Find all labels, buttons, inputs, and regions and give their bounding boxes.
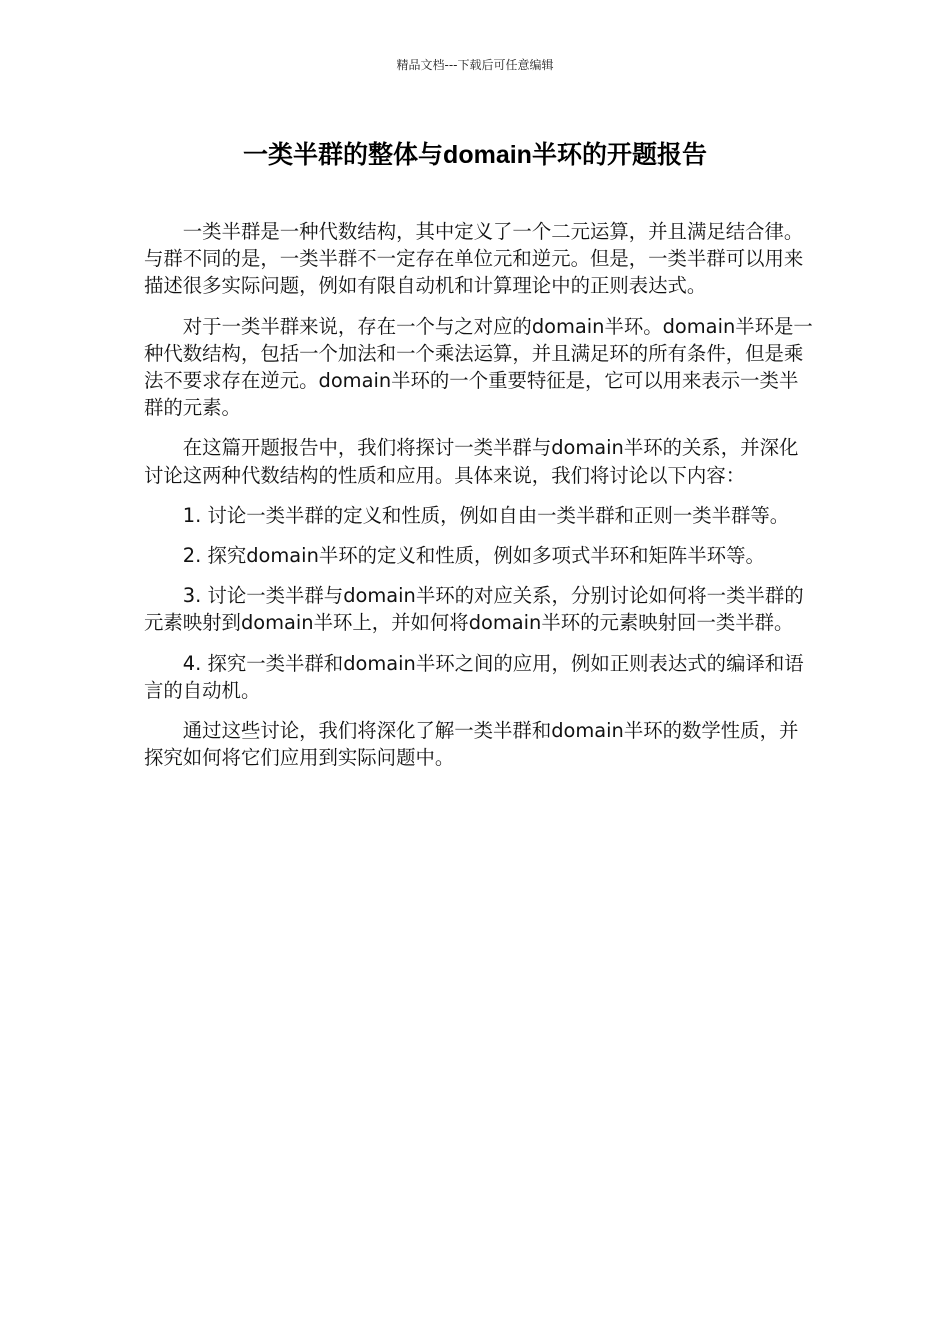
list-item-3: 3. 讨论一类半群与domain半环的对应关系，分别讨论如何将一类半群的元素映射到domain半环上，并如何将domain半环的元素映射回一类半群。 bbox=[144, 584, 804, 635]
list-item-2: 2. 探究domain半环的定义和性质，例如多项式半环和矩阵半环等。 bbox=[182, 544, 765, 568]
paragraph-domain-semiring: 对于一类半群来说，存在一个与之对应的domain半环。domain半环是一种代数结构，包括一个加法和一个乘法运算，并且满足环的所有条件，但是乘法不要求存在逆元。domain半环的一个重要特征是，它可以用来表示一类半群的元素。 bbox=[144, 314, 813, 420]
list-item-1: 1. 讨论一类半群的定义和性质，例如自由一类半群和正则一类半群等。 bbox=[182, 503, 790, 527]
list-item-4: 4. 探究一类半群和domain半环之间的应用，例如正则表达式的编译和语言的自动机。 bbox=[144, 651, 804, 702]
document-title: 一类半群的整体与domain半环的开题报告 bbox=[243, 141, 707, 169]
paragraph-intro: 一类半群是一种代数结构，其中定义了一个二元运算，并且满足结合律。与群不同的是，一类半群不一定存在单位元和逆元。但是，一类半群可以用来描述很多实际问题，例如有限自动机和计算理论中的正则表达式。 bbox=[144, 220, 804, 298]
page-header: 精品文档---下载后可任意编辑 bbox=[396, 58, 554, 72]
document-body bbox=[144, 218, 816, 784]
paragraph-report-scope: 在这篇开题报告中，我们将探讨一类半群与domain半环的关系，并深化讨论这两种代数结构的性质和应用。具体来说，我们将讨论以下内容： bbox=[144, 436, 799, 487]
paragraph-conclusion: 通过这些讨论，我们将深化了解一类半群和domain半环的数学性质，并探究如何将它们应用到实际问题中。 bbox=[144, 719, 799, 770]
